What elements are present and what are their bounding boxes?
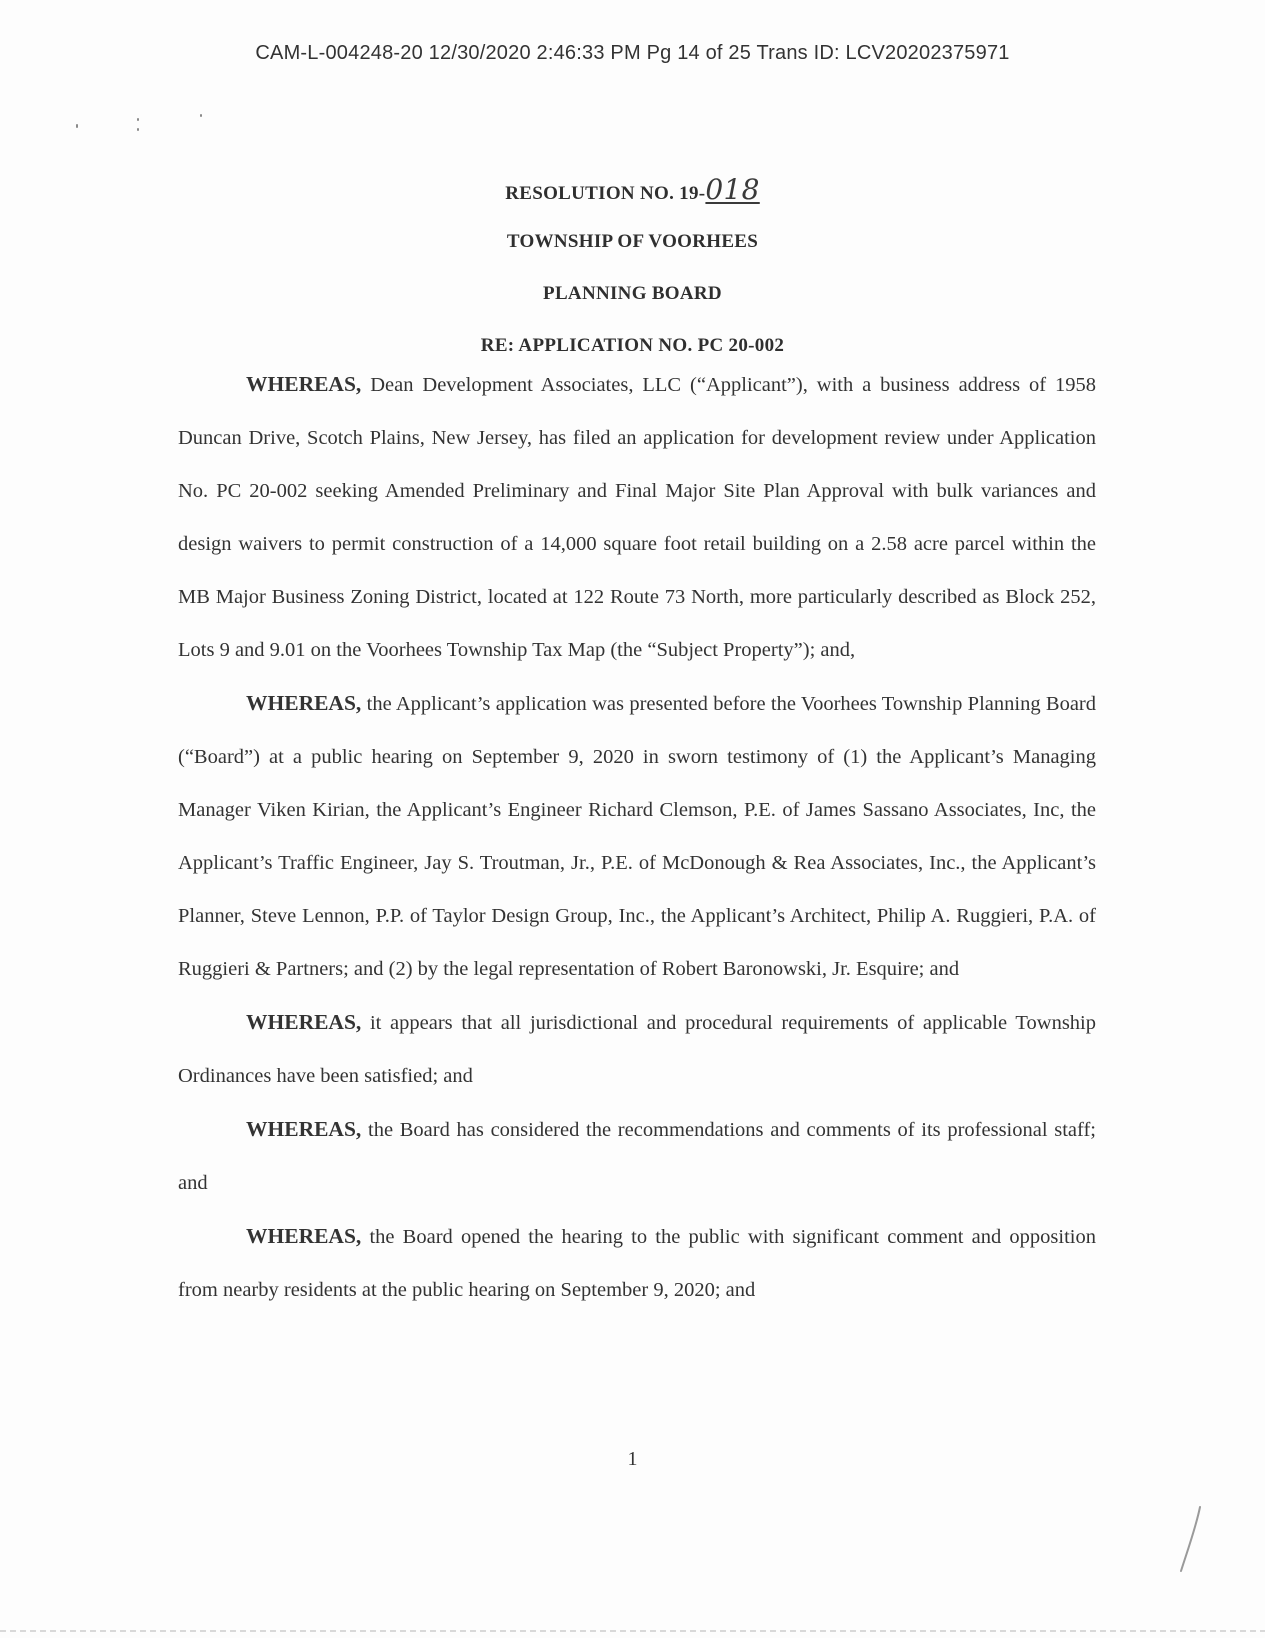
whereas-paragraph — [178, 358, 1096, 677]
paragraph-text: the Applicant’s application was presented before the Voorhees Township Planning Board (“Board”) at a public hearing on September 9, 2020 in sworn testimony of (1) the Applicant’s Managing Manager Viken Kirian, the Applicant’s Engineer Richard Clemson, P.E. of James Sassano Associates, Inc, the Applicant’s Traffic Engineer, Jay S. Troutman, Jr., P.E. of McDonough & Rea Associates, Inc., the Applicant’s Planner, Steve Lennon, P.P. of Taylor Design Group, Inc., the Applicant’s Architect, Philip A. Ruggieri, P.A. of Ruggieri & Partners; and (2) by the legal representation of Robert Baronowski, Jr. Esquire; and — [178, 693, 1096, 980]
court-filing-stamp: CAM-L-004248-20 12/30/2020 2:46:33 PM Pg 14 of 25 Trans ID: LCV20202375971 — [255, 42, 1010, 64]
handwritten-resolution-number: 018 — [705, 173, 760, 206]
resolution-prefix: RESOLUTION NO. 19- — [505, 183, 706, 204]
paragraph-text: it appears that all jurisdictional and procedural requirements of applicable Township Ordinances have been satisfied; and — [178, 1012, 1096, 1087]
whereas-paragraph — [178, 1103, 1096, 1210]
page-number: 1 — [627, 1448, 638, 1470]
whereas-keyword: WHEREAS, — [246, 1224, 362, 1248]
whereas-paragraph — [178, 996, 1096, 1103]
township-heading: TOWNSHIP OF VOORHEES — [506, 231, 759, 252]
board-heading: PLANNING BOARD — [543, 283, 722, 304]
pen-stroke-mark — [1176, 1505, 1206, 1575]
application-heading: RE: APPLICATION NO. PC 20-002 — [480, 335, 785, 356]
whereas-paragraph — [178, 1210, 1096, 1317]
scan-speck — [200, 114, 202, 117]
whereas-keyword: WHEREAS, — [246, 1117, 362, 1141]
whereas-keyword: WHEREAS, — [246, 372, 362, 396]
scan-speck — [137, 128, 139, 131]
scan-speck — [137, 118, 139, 121]
whereas-paragraph — [178, 677, 1096, 996]
paragraph-text: the Board opened the hearing to the public with significant comment and opposition from nearby residents at the public hearing on September 9, 2020; and — [178, 1226, 1096, 1301]
whereas-keyword: WHEREAS, — [246, 691, 362, 715]
scan-speck — [76, 124, 78, 128]
whereas-keyword: WHEREAS, — [246, 1010, 362, 1034]
resolution-title-block — [0, 164, 1265, 372]
paragraph-text: the Board has considered the recommendations and comments of its professional staff; and — [178, 1119, 1096, 1194]
resolution-number-line — [0, 164, 1265, 216]
resolution-body — [178, 358, 1096, 1317]
scan-bottom-edge — [0, 1630, 1265, 1632]
paragraph-text: Dean Development Associates, LLC (“Applicant”), with a business address of 1958 Duncan Drive, Scotch Plains, New Jersey, has filed an application for development review under Application No. PC 20-002 seeking Amended Preliminary and Final Major Site Plan Approval with bulk variances and design waivers to permit construction of a 14,000 square foot retail building on a 2.58 acre parcel within the MB Major Business Zoning District, located at 122 Route 73 North, more particularly described as Block 252, Lots 9 and 9.01 on the Voorhees Township Tax Map (the “Subject Property”); and, — [178, 374, 1096, 661]
